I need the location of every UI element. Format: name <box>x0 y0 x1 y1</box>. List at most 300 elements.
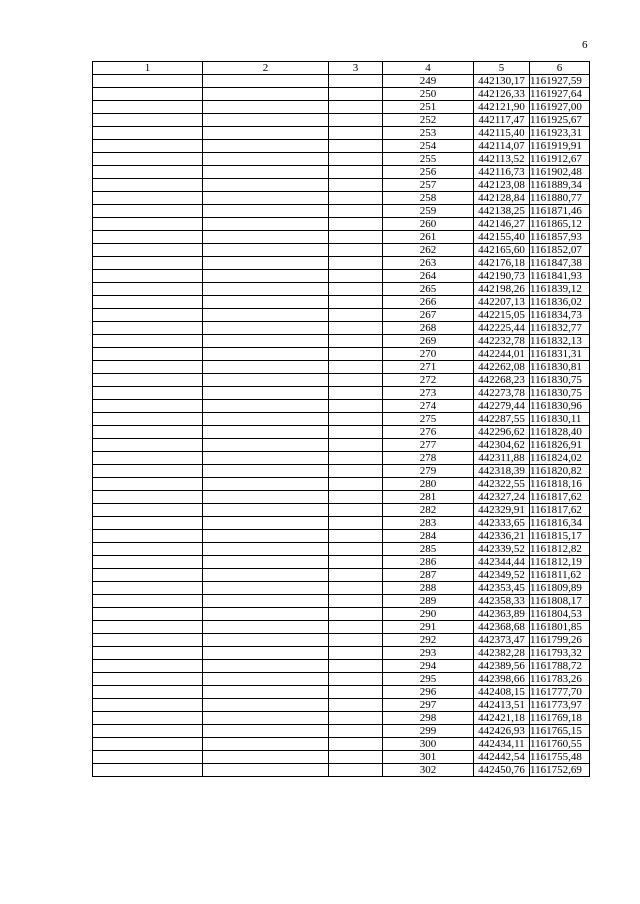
empty-cell-col-3 <box>329 504 383 517</box>
x-coordinate-cell: 442165,60 <box>474 244 530 257</box>
empty-cell-col-1 <box>93 712 203 725</box>
empty-cell-col-1 <box>93 634 203 647</box>
point-number-cell: 276 <box>383 426 474 439</box>
x-coordinate-cell: 442408,15 <box>474 686 530 699</box>
empty-cell-col-1 <box>93 569 203 582</box>
x-coordinate-cell: 442333,65 <box>474 517 530 530</box>
y-coordinate-cell: 1161824,02 <box>530 452 590 465</box>
x-coordinate-cell: 442123,08 <box>474 179 530 192</box>
x-coordinate-cell: 442344,44 <box>474 556 530 569</box>
empty-cell-col-2 <box>203 75 329 88</box>
x-coordinate-cell: 442146,27 <box>474 218 530 231</box>
point-number-cell: 292 <box>383 634 474 647</box>
x-coordinate-cell: 442232,78 <box>474 335 530 348</box>
empty-cell-col-1 <box>93 153 203 166</box>
empty-cell-col-2 <box>203 686 329 699</box>
point-number-cell: 254 <box>383 140 474 153</box>
table-row <box>93 257 590 270</box>
y-coordinate-cell: 1161830,81 <box>530 361 590 374</box>
y-coordinate-cell: 1161865,12 <box>530 218 590 231</box>
y-coordinate-cell: 1161830,75 <box>530 374 590 387</box>
y-coordinate-cell: 1161804,53 <box>530 608 590 621</box>
x-coordinate-cell: 442117,47 <box>474 114 530 127</box>
empty-cell-col-2 <box>203 218 329 231</box>
empty-cell-col-1 <box>93 335 203 348</box>
y-coordinate-cell: 1161799,26 <box>530 634 590 647</box>
y-coordinate-cell: 1161755,48 <box>530 751 590 764</box>
empty-cell-col-3 <box>329 348 383 361</box>
y-coordinate-cell: 1161820,82 <box>530 465 590 478</box>
empty-cell-col-1 <box>93 361 203 374</box>
empty-cell-col-1 <box>93 621 203 634</box>
empty-cell-col-1 <box>93 231 203 244</box>
y-coordinate-cell: 1161839,12 <box>530 283 590 296</box>
table-row <box>93 751 590 764</box>
empty-cell-col-1 <box>93 348 203 361</box>
empty-cell-col-1 <box>93 491 203 504</box>
empty-cell-col-1 <box>93 257 203 270</box>
x-coordinate-cell: 442413,51 <box>474 699 530 712</box>
empty-cell-col-2 <box>203 439 329 452</box>
empty-cell-col-3 <box>329 647 383 660</box>
x-coordinate-cell: 442207,13 <box>474 296 530 309</box>
point-number-cell: 269 <box>383 335 474 348</box>
y-coordinate-cell: 1161927,59 <box>530 75 590 88</box>
point-number-cell: 299 <box>383 725 474 738</box>
empty-cell-col-1 <box>93 439 203 452</box>
y-coordinate-cell: 1161912,67 <box>530 153 590 166</box>
x-coordinate-cell: 442339,52 <box>474 543 530 556</box>
empty-cell-col-2 <box>203 127 329 140</box>
empty-cell-col-1 <box>93 75 203 88</box>
point-number-cell: 249 <box>383 75 474 88</box>
empty-cell-col-2 <box>203 257 329 270</box>
empty-cell-col-3 <box>329 595 383 608</box>
empty-cell-col-1 <box>93 673 203 686</box>
point-number-cell: 274 <box>383 400 474 413</box>
point-number-cell: 289 <box>383 595 474 608</box>
x-coordinate-cell: 442442,54 <box>474 751 530 764</box>
empty-cell-col-1 <box>93 309 203 322</box>
y-coordinate-cell: 1161836,02 <box>530 296 590 309</box>
empty-cell-col-2 <box>203 140 329 153</box>
empty-cell-col-3 <box>329 608 383 621</box>
point-number-cell: 262 <box>383 244 474 257</box>
y-coordinate-cell: 1161925,67 <box>530 114 590 127</box>
table-row <box>93 361 590 374</box>
empty-cell-col-3 <box>329 101 383 114</box>
table-row <box>93 634 590 647</box>
x-coordinate-cell: 442130,17 <box>474 75 530 88</box>
y-coordinate-cell: 1161783,26 <box>530 673 590 686</box>
empty-cell-col-1 <box>93 478 203 491</box>
empty-cell-col-3 <box>329 660 383 673</box>
empty-cell-col-2 <box>203 413 329 426</box>
point-number-cell: 253 <box>383 127 474 140</box>
point-number-cell: 267 <box>383 309 474 322</box>
point-number-cell: 297 <box>383 699 474 712</box>
empty-cell-col-3 <box>329 387 383 400</box>
empty-cell-col-3 <box>329 218 383 231</box>
empty-cell-col-2 <box>203 153 329 166</box>
x-coordinate-cell: 442114,07 <box>474 140 530 153</box>
empty-cell-col-2 <box>203 322 329 335</box>
empty-cell-col-1 <box>93 192 203 205</box>
x-coordinate-cell: 442353,45 <box>474 582 530 595</box>
empty-cell-col-1 <box>93 140 203 153</box>
empty-cell-col-1 <box>93 127 203 140</box>
table-row <box>93 179 590 192</box>
empty-cell-col-2 <box>203 608 329 621</box>
table-row <box>93 335 590 348</box>
y-coordinate-cell: 1161826,91 <box>530 439 590 452</box>
y-coordinate-cell: 1161769,18 <box>530 712 590 725</box>
empty-cell-col-3 <box>329 517 383 530</box>
x-coordinate-cell: 442336,21 <box>474 530 530 543</box>
empty-cell-col-3 <box>329 426 383 439</box>
table-row <box>93 400 590 413</box>
table-row <box>93 205 590 218</box>
y-coordinate-cell: 1161852,07 <box>530 244 590 257</box>
point-number-cell: 285 <box>383 543 474 556</box>
point-number-cell: 280 <box>383 478 474 491</box>
empty-cell-col-2 <box>203 361 329 374</box>
empty-cell-col-2 <box>203 387 329 400</box>
empty-cell-col-3 <box>329 140 383 153</box>
x-coordinate-cell: 442426,93 <box>474 725 530 738</box>
point-number-cell: 286 <box>383 556 474 569</box>
empty-cell-col-1 <box>93 400 203 413</box>
empty-cell-col-2 <box>203 348 329 361</box>
point-number-cell: 302 <box>383 764 474 777</box>
x-coordinate-cell: 442279,44 <box>474 400 530 413</box>
empty-cell-col-1 <box>93 725 203 738</box>
point-number-cell: 287 <box>383 569 474 582</box>
point-number-cell: 293 <box>383 647 474 660</box>
table-row <box>93 322 590 335</box>
x-coordinate-cell: 442327,24 <box>474 491 530 504</box>
x-coordinate-cell: 442121,90 <box>474 101 530 114</box>
empty-cell-col-3 <box>329 270 383 283</box>
empty-cell-col-1 <box>93 530 203 543</box>
empty-cell-col-3 <box>329 569 383 582</box>
empty-cell-col-2 <box>203 192 329 205</box>
y-coordinate-cell: 1161828,40 <box>530 426 590 439</box>
x-coordinate-cell: 442113,52 <box>474 153 530 166</box>
table-row <box>93 699 590 712</box>
y-coordinate-cell: 1161847,38 <box>530 257 590 270</box>
empty-cell-col-1 <box>93 283 203 296</box>
y-coordinate-cell: 1161773,97 <box>530 699 590 712</box>
empty-cell-col-2 <box>203 504 329 517</box>
x-coordinate-cell: 442115,40 <box>474 127 530 140</box>
empty-cell-col-1 <box>93 426 203 439</box>
column-header-5: 5 <box>474 62 530 75</box>
empty-cell-col-3 <box>329 257 383 270</box>
table-row <box>93 231 590 244</box>
empty-cell-col-1 <box>93 101 203 114</box>
table-row <box>93 517 590 530</box>
empty-cell-col-1 <box>93 452 203 465</box>
table-row <box>93 270 590 283</box>
table-row <box>93 192 590 205</box>
empty-cell-col-2 <box>203 712 329 725</box>
point-number-cell: 261 <box>383 231 474 244</box>
y-coordinate-cell: 1161812,82 <box>530 543 590 556</box>
table-row <box>93 88 590 101</box>
y-coordinate-cell: 1161777,70 <box>530 686 590 699</box>
empty-cell-col-2 <box>203 465 329 478</box>
point-number-cell: 260 <box>383 218 474 231</box>
y-coordinate-cell: 1161857,93 <box>530 231 590 244</box>
empty-cell-col-3 <box>329 127 383 140</box>
point-number-cell: 258 <box>383 192 474 205</box>
table-row <box>93 426 590 439</box>
table-row <box>93 374 590 387</box>
empty-cell-col-2 <box>203 725 329 738</box>
y-coordinate-cell: 1161830,11 <box>530 413 590 426</box>
point-number-cell: 252 <box>383 114 474 127</box>
empty-cell-col-3 <box>329 309 383 322</box>
y-coordinate-cell: 1161809,89 <box>530 582 590 595</box>
table-row <box>93 153 590 166</box>
point-number-cell: 271 <box>383 361 474 374</box>
empty-cell-col-3 <box>329 439 383 452</box>
y-coordinate-cell: 1161816,34 <box>530 517 590 530</box>
empty-cell-col-2 <box>203 114 329 127</box>
table-row <box>93 348 590 361</box>
y-coordinate-cell: 1161832,77 <box>530 322 590 335</box>
point-number-cell: 255 <box>383 153 474 166</box>
y-coordinate-cell: 1161808,17 <box>530 595 590 608</box>
empty-cell-col-3 <box>329 231 383 244</box>
empty-cell-col-2 <box>203 166 329 179</box>
empty-cell-col-2 <box>203 751 329 764</box>
empty-cell-col-1 <box>93 114 203 127</box>
point-number-cell: 301 <box>383 751 474 764</box>
empty-cell-col-3 <box>329 153 383 166</box>
x-coordinate-cell: 442358,33 <box>474 595 530 608</box>
x-coordinate-cell: 442287,55 <box>474 413 530 426</box>
empty-cell-col-3 <box>329 192 383 205</box>
table-row <box>93 725 590 738</box>
empty-cell-col-1 <box>93 322 203 335</box>
point-number-cell: 266 <box>383 296 474 309</box>
point-number-cell: 251 <box>383 101 474 114</box>
y-coordinate-cell: 1161793,32 <box>530 647 590 660</box>
table-row <box>93 465 590 478</box>
empty-cell-col-1 <box>93 660 203 673</box>
empty-cell-col-1 <box>93 764 203 777</box>
empty-cell-col-1 <box>93 413 203 426</box>
empty-cell-col-3 <box>329 725 383 738</box>
empty-cell-col-1 <box>93 387 203 400</box>
empty-cell-col-2 <box>203 374 329 387</box>
point-number-cell: 256 <box>383 166 474 179</box>
point-number-cell: 295 <box>383 673 474 686</box>
point-number-cell: 272 <box>383 374 474 387</box>
empty-cell-col-2 <box>203 517 329 530</box>
empty-cell-col-2 <box>203 283 329 296</box>
table-row <box>93 283 590 296</box>
table-row <box>93 660 590 673</box>
point-number-cell: 264 <box>383 270 474 283</box>
y-coordinate-cell: 1161811,62 <box>530 569 590 582</box>
x-coordinate-cell: 442373,47 <box>474 634 530 647</box>
y-coordinate-cell: 1161801,85 <box>530 621 590 634</box>
x-coordinate-cell: 442273,78 <box>474 387 530 400</box>
empty-cell-col-1 <box>93 374 203 387</box>
empty-cell-col-1 <box>93 465 203 478</box>
empty-cell-col-3 <box>329 634 383 647</box>
point-number-cell: 283 <box>383 517 474 530</box>
empty-cell-col-2 <box>203 426 329 439</box>
y-coordinate-cell: 1161841,93 <box>530 270 590 283</box>
empty-cell-col-3 <box>329 530 383 543</box>
point-number-cell: 284 <box>383 530 474 543</box>
empty-cell-col-2 <box>203 101 329 114</box>
point-number-cell: 291 <box>383 621 474 634</box>
empty-cell-col-1 <box>93 543 203 556</box>
point-number-cell: 294 <box>383 660 474 673</box>
point-number-cell: 259 <box>383 205 474 218</box>
x-coordinate-cell: 442268,23 <box>474 374 530 387</box>
empty-cell-col-3 <box>329 413 383 426</box>
empty-cell-col-3 <box>329 166 383 179</box>
empty-cell-col-2 <box>203 452 329 465</box>
empty-cell-col-2 <box>203 673 329 686</box>
x-coordinate-cell: 442349,52 <box>474 569 530 582</box>
table-row <box>93 556 590 569</box>
empty-cell-col-2 <box>203 205 329 218</box>
point-number-cell: 300 <box>383 738 474 751</box>
empty-cell-col-1 <box>93 608 203 621</box>
table-row <box>93 621 590 634</box>
empty-cell-col-1 <box>93 556 203 569</box>
x-coordinate-cell: 442382,28 <box>474 647 530 660</box>
x-coordinate-cell: 442190,73 <box>474 270 530 283</box>
empty-cell-col-3 <box>329 335 383 348</box>
y-coordinate-cell: 1161760,55 <box>530 738 590 751</box>
empty-cell-col-3 <box>329 673 383 686</box>
empty-cell-col-1 <box>93 88 203 101</box>
x-coordinate-cell: 442262,08 <box>474 361 530 374</box>
y-coordinate-cell: 1161927,00 <box>530 101 590 114</box>
x-coordinate-cell: 442155,40 <box>474 231 530 244</box>
table-row <box>93 101 590 114</box>
y-coordinate-cell: 1161880,77 <box>530 192 590 205</box>
empty-cell-col-2 <box>203 660 329 673</box>
table-row <box>93 712 590 725</box>
table-row <box>93 296 590 309</box>
point-number-cell: 290 <box>383 608 474 621</box>
x-coordinate-cell: 442322,55 <box>474 478 530 491</box>
x-coordinate-cell: 442421,18 <box>474 712 530 725</box>
point-number-cell: 273 <box>383 387 474 400</box>
empty-cell-col-3 <box>329 179 383 192</box>
x-coordinate-cell: 442363,89 <box>474 608 530 621</box>
table-row <box>93 504 590 517</box>
y-coordinate-cell: 1161830,75 <box>530 387 590 400</box>
y-coordinate-cell: 1161788,72 <box>530 660 590 673</box>
point-number-cell: 288 <box>383 582 474 595</box>
empty-cell-col-2 <box>203 634 329 647</box>
empty-cell-col-3 <box>329 712 383 725</box>
table-row <box>93 595 590 608</box>
empty-cell-col-1 <box>93 738 203 751</box>
empty-cell-col-1 <box>93 517 203 530</box>
table-row <box>93 166 590 179</box>
table-row <box>93 764 590 777</box>
empty-cell-col-1 <box>93 179 203 192</box>
point-number-cell: 275 <box>383 413 474 426</box>
empty-cell-col-2 <box>203 556 329 569</box>
y-coordinate-cell: 1161830,96 <box>530 400 590 413</box>
empty-cell-col-3 <box>329 361 383 374</box>
empty-cell-col-3 <box>329 75 383 88</box>
empty-cell-col-3 <box>329 751 383 764</box>
point-number-cell: 257 <box>383 179 474 192</box>
table-row <box>93 647 590 660</box>
table-row <box>93 478 590 491</box>
empty-cell-col-2 <box>203 335 329 348</box>
x-coordinate-cell: 442244,01 <box>474 348 530 361</box>
empty-cell-col-3 <box>329 374 383 387</box>
empty-cell-col-2 <box>203 595 329 608</box>
x-coordinate-cell: 442389,56 <box>474 660 530 673</box>
empty-cell-col-2 <box>203 621 329 634</box>
table-row <box>93 530 590 543</box>
column-header-4: 4 <box>383 62 474 75</box>
empty-cell-col-2 <box>203 543 329 556</box>
empty-cell-col-2 <box>203 88 329 101</box>
empty-cell-col-3 <box>329 452 383 465</box>
empty-cell-col-3 <box>329 465 383 478</box>
empty-cell-col-3 <box>329 114 383 127</box>
x-coordinate-cell: 442398,66 <box>474 673 530 686</box>
point-number-cell: 277 <box>383 439 474 452</box>
y-coordinate-cell: 1161871,46 <box>530 205 590 218</box>
x-coordinate-cell: 442318,39 <box>474 465 530 478</box>
x-coordinate-cell: 442198,26 <box>474 283 530 296</box>
x-coordinate-cell: 442329,91 <box>474 504 530 517</box>
table-row <box>93 569 590 582</box>
x-coordinate-cell: 442304,62 <box>474 439 530 452</box>
point-number-cell: 265 <box>383 283 474 296</box>
empty-cell-col-3 <box>329 543 383 556</box>
table-row <box>93 686 590 699</box>
empty-cell-col-1 <box>93 166 203 179</box>
empty-cell-col-2 <box>203 244 329 257</box>
empty-cell-col-1 <box>93 699 203 712</box>
empty-cell-col-2 <box>203 491 329 504</box>
empty-cell-col-3 <box>329 88 383 101</box>
x-coordinate-cell: 442176,18 <box>474 257 530 270</box>
point-number-cell: 282 <box>383 504 474 517</box>
empty-cell-col-3 <box>329 686 383 699</box>
empty-cell-col-3 <box>329 400 383 413</box>
empty-cell-col-1 <box>93 647 203 660</box>
table-row <box>93 452 590 465</box>
y-coordinate-cell: 1161815,17 <box>530 530 590 543</box>
y-coordinate-cell: 1161812,19 <box>530 556 590 569</box>
empty-cell-col-3 <box>329 205 383 218</box>
coordinates-table <box>92 61 590 777</box>
x-coordinate-cell: 442138,25 <box>474 205 530 218</box>
empty-cell-col-2 <box>203 582 329 595</box>
y-coordinate-cell: 1161902,48 <box>530 166 590 179</box>
point-number-cell: 268 <box>383 322 474 335</box>
